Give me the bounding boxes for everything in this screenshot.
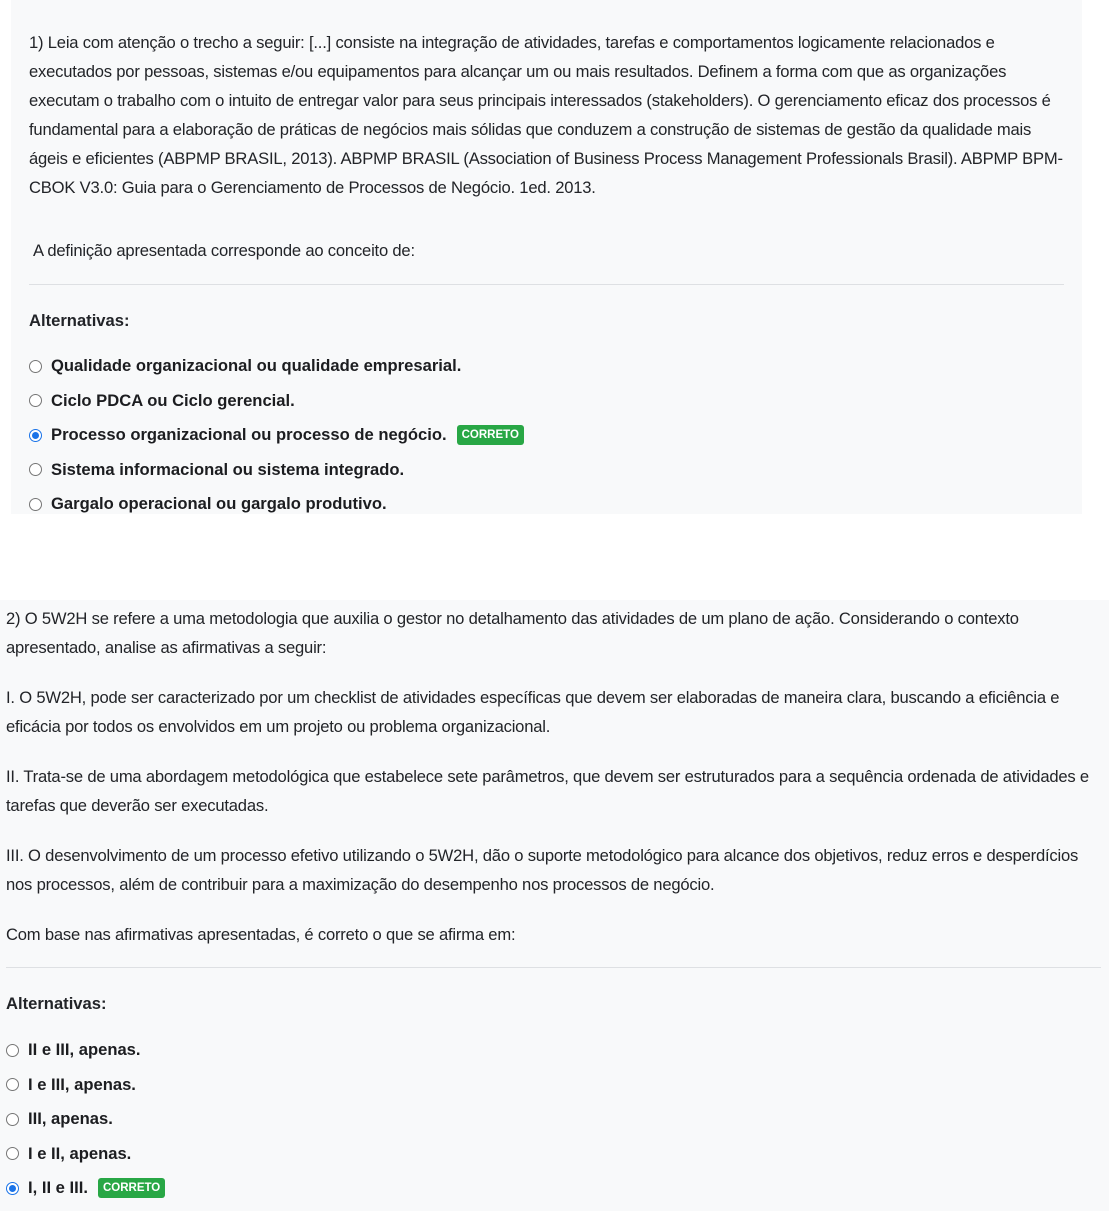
option-item-selected[interactable]: [29, 418, 1064, 453]
question-1-statement: 1) Leia com atenção o trecho a seguir: [...] consiste na integração de atividades, tarefas e comportamentos logicamente relacionados e executados por pessoas, sistemas e/ou equipamentos para alcançar um ou mais resultados. Definem a forma com que as organizações executam o trabalho com o intuito de entregar valor para seus principais interessados (stakeholders). O gerenciamento eficaz dos processos é fundamental para a elaboração de práticas de negócios mais sólidas que conduzem a construção de sistemas de gestão da qualidade mais ágeis e eficientes (ABPMP BRASIL, 2013). ABPMP BRASIL (Association of Business Process Management Professionals Brasil). ABPMP BPM-CBOK V3.0: Guia para o Gerenciamento de Processos de Negócio. 1ed. 2013.: [29, 33, 1063, 197]
option-label: Processo organizacional ou processo de negócio.: [51, 425, 447, 445]
option-label: II e III, apenas.: [28, 1040, 141, 1060]
radio-button[interactable]: [29, 360, 42, 373]
radio-button[interactable]: [6, 1078, 19, 1091]
option-item[interactable]: [6, 1102, 1101, 1137]
question-1-options: [29, 349, 1064, 522]
divider: [29, 284, 1064, 285]
radio-button[interactable]: [29, 394, 42, 407]
question-2-statement: 2) O 5W2H se refere a uma metodologia que auxilia o gestor no detalhamento das atividades de um plano de ação. Considerando o contexto apresentado, analise as afirmativas a seguir:: [6, 609, 1019, 657]
question-card-2: [0, 600, 1109, 1211]
radio-button[interactable]: [6, 1044, 19, 1057]
radio-button-selected[interactable]: [29, 429, 42, 442]
radio-button[interactable]: [29, 498, 42, 511]
radio-button[interactable]: [6, 1113, 19, 1126]
option-label: Gargalo operacional ou gargalo produtivo.: [51, 494, 387, 514]
question-2-options: [6, 1033, 1101, 1206]
radio-button-selected[interactable]: [6, 1182, 19, 1195]
option-item[interactable]: [29, 349, 1064, 384]
assertion-2: II. Trata-se de uma abordagem metodológica que estabelece sete parâmetros, que devem ser estruturados para a sequência ordenada de atividades e tarefas que deverão ser executadas.: [6, 767, 1089, 815]
option-label: I e II, apenas.: [28, 1143, 132, 1163]
assertion-1: I. O 5W2H, pode ser caracterizado por um checklist de atividades específicas que devem ser elaboradas de maneira clara, buscando a eficiência e eficácia por todos os envolvidos em um projeto ou problema organizacional.: [6, 688, 1060, 736]
option-label: Ciclo PDCA ou Ciclo gerencial.: [51, 390, 295, 410]
option-item[interactable]: [29, 453, 1064, 488]
option-item[interactable]: [6, 1068, 1101, 1103]
option-item[interactable]: [29, 487, 1064, 522]
option-label: I e III, apenas.: [28, 1074, 136, 1094]
radio-button[interactable]: [29, 463, 42, 476]
correct-badge: CORRETO: [98, 1178, 165, 1198]
assertion-3: III. O desenvolvimento de um processo efetivo utilizando o 5W2H, dão o suporte metodológico para alcance dos objetivos, reduz erros e desperdícios nos processos, além de contribuir para a maximização do desempenho nos processos de negócio.: [6, 846, 1079, 894]
option-label: I, II e III.: [28, 1178, 88, 1198]
option-item[interactable]: [29, 384, 1064, 419]
option-label: III, apenas.: [28, 1109, 113, 1129]
divider: [6, 967, 1101, 968]
radio-button[interactable]: [6, 1147, 19, 1160]
option-label: Qualidade organizacional ou qualidade empresarial.: [51, 356, 462, 376]
alternatives-heading: Alternativas:: [6, 994, 107, 1013]
option-item[interactable]: [6, 1033, 1101, 1068]
option-label: Sistema informacional ou sistema integrado.: [51, 459, 405, 479]
correct-badge: CORRETO: [457, 425, 524, 445]
question-2-prompt: Com base nas afirmativas apresentadas, é correto o que se afirma em:: [6, 925, 516, 944]
question-1-prompt: A definição apresentada corresponde ao conceito de:: [33, 241, 415, 260]
question-card-1: [11, 0, 1082, 514]
alternatives-heading: Alternativas:: [29, 311, 130, 330]
option-item[interactable]: [6, 1137, 1101, 1172]
option-item-selected[interactable]: [6, 1171, 1101, 1206]
